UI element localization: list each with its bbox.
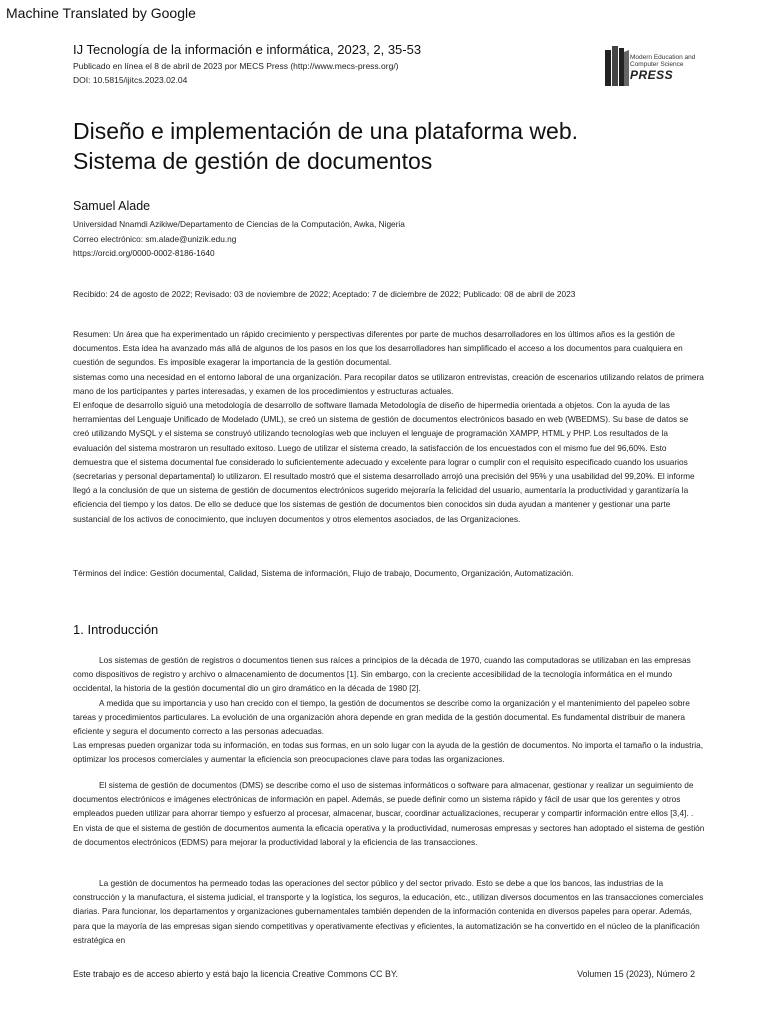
abstract-paragraph: sistemas como una necesidad en el entorno laboral de una organización. Para recopilar datos se utilizaron entrevistas, creación de escenarios utilizando relatos de primera mano de los participantes y partes interesadas, y examen de los procedimientos y estructuras actuales.: [73, 371, 704, 396]
translation-banner: Machine Translated by Google: [6, 5, 196, 21]
intro-paragraph: A medida que su importancia y uso han crecido con el tiempo, la gestión de documentos se describe como la organización y el mantenimiento del papeleo sobre tareas y procedimientos particulares. La evolución de una organización ahora depende en gran medida de la gestión documental. Es fundamental distribuir de manera eficiente y segura el documento correcto a las personas adecuadas.: [73, 697, 690, 737]
logo-press: PRESS: [630, 68, 674, 82]
intro-paragraph: Los sistemas de gestión de registros o documentos tienen sus raíces a principios de la década de 1970, cuando las computadoras se utilizaban en las empresas como dispositivos de registro y archivo o almacenamiento de documentos [1]. Sin embargo, con la creciente accesibilidad de la tecnología informática en el mundo occidental, la historia de la gestión documental dio un giro dramático en la década de 1980 [2].: [73, 655, 691, 694]
doi-line: DOI: 10.5815/ijitcs.2023.02.04: [73, 75, 188, 85]
intro-block-2: [73, 778, 705, 849]
journal-citation: IJ Tecnología de la información e informática, 2023, 2, 35-53: [73, 42, 422, 57]
intro-paragraph: El sistema de gestión de documentos (DMS) se describe como el uso de sistemas informáticos o software para almacenar, gestionar y realizar un seguimiento de documentos electrónicos e imágenes electrónicas de información en papel. Además, se puede definir como un sistema rápido y fácil de usar que los gerentes y otros empleados pueden utilizar para ahorrar tiempo y esfuerzo al procesar, almacenar, buscar, coordinar actualizaciones, recuperar y compartir información entre ellos [3,4]. . En vista de que el sistema de gestión de documentos aumenta la eficacia operativa y la productividad, numerosas empresas y sectores han adoptado el sistema de gestión de documentos electrónicos (EDMS) para mejorar la productividad laboral y la eficiencia de las transacciones.: [73, 780, 705, 847]
abstract-paragraph: Resumen: Un área que ha experimentado un rápido crecimiento y perspectivas diferentes por parte de muchos desarrolladores en los últimos años es la gestión de documentos. Esta idea ha avanzado más allá de algunos de los pasos en los que los desarrolladores han simplificado el acceso a los documentos para cualquiera en cuestión de segundos. Es imposible exagerar la importancia de la gestión documental.: [73, 329, 683, 368]
logo-caption: Modern Education and Computer Science: [630, 54, 696, 68]
author-orcid: https://orcid.org/0000-0002-8186-1640: [73, 248, 215, 258]
volume-footer: Volumen 15 (2023), Número 2: [577, 969, 695, 979]
title-line-1: Diseño e implementación de una plataforma web.: [73, 118, 579, 144]
article-dates: Recibido: 24 de agosto de 2022; Revisado: 03 de noviembre de 2022; Aceptado: 7 de diciembre de 2022; Publicado: 08 de abril de 2023: [73, 289, 576, 299]
books-icon: [604, 44, 630, 88]
title-line-2: Sistema de gestión de documentos: [73, 148, 433, 174]
abstract: [73, 327, 705, 526]
publisher-logo: [604, 38, 704, 94]
affiliation: Universidad Nnamdi Azikiwe/Departamento de Ciencias de la Computación, Awka, Nigeria: [73, 219, 405, 229]
intro-block-3: [73, 876, 705, 947]
author-email: Correo electrónico: sm.alade@unizik.edu.ng: [73, 234, 237, 244]
abstract-paragraph: El enfoque de desarrollo siguió una metodología de desarrollo de software llamada Metodología de diseño de hipermedia orientada a objetos. Con la ayuda de las herramientas del Lenguaje Unificado de Modelado (UML), se creó un sistema de gestión de documentos electrónicos basado en web (WBEDMS). Su base de datos se creó utilizando MySQL y el sistema se construyó utilizando tecnologías web que incluyen el lenguaje de programación XAMPP, HTML y PHP. Los resultados de la evaluación del sistema mostraron un resultado exitoso. Luego de utilizar el sistema creado, la satisfacción de los encuestados con el mismo fue del 96,60%. Esto demuestra que el sistema documental fue considerado lo suficientemente adecuado y excelente para lograr o cumplir con el requisito especificado cuando los usuarios (secretarias y personal departamental) lo utilizaron. El resultado mostró que el sistema desarrollado arrojó una precisión del 95% y una usabilidad del 99,20%. El informe llegó a la conclusión de que un sistema de gestión de documentos electrónicos sugerido mejoraría la felicidad del usuario, aumentaría la productividad y garantizaría la eficiencia del tiempo y los datos. De ello se deduce que los sistemas de gestión de documentos bien conocidos sin duda ayudan a mantener y gestionar una parte sustancial de los activos de conocimiento, que incluyen documentos y otros elementos asociados, de las Organizaciones.: [73, 400, 695, 524]
author-name: Samuel Alade: [73, 199, 151, 213]
intro-paragraph: Las empresas pueden organizar toda su información, en todas sus formas, en un solo lugar con la ayuda de la gestión de documentos. No importa el tamaño o la industria, optimizar los procesos comerciales y aumentar la eficiencia son preocupaciones clave para todas las organizaciones.: [73, 740, 704, 765]
intro-block-1: [73, 653, 705, 767]
publication-line: Publicado en línea el 8 de abril de 2023 por MECS Press (http://www.mecs-press.org/): [73, 61, 399, 71]
index-terms: Términos del índice: Gestión documental, Calidad, Sistema de información, Flujo de trabajo, Documento, Organización, Automatización.: [73, 568, 574, 578]
intro-paragraph: La gestión de documentos ha permeado todas las operaciones del sector público y del sector privado. Esto se debe a que los bancos, las industrias de la construcción y la manufactura, el sistema judicial, el transporte y la logística, los seguros, la educación, etc., utilizan diversos documentos en las transacciones comerciales diarias. Para funcionar, los departamentos y organizaciones gubernamentales también dependen de la información contenida en diversos papeles para operar. Además, para que la mayoría de las empresas sigan siendo competitivas y operativamente efectivas y eficientes, la automatización se ha convertido en el núcleo de la planificación estratégica en: [73, 878, 704, 945]
license-footer: Este trabajo es de acceso abierto y está bajo la licencia Creative Commons CC BY.: [73, 969, 398, 979]
section-heading: 1. Introducción: [73, 622, 159, 637]
paper-title: [73, 116, 713, 176]
